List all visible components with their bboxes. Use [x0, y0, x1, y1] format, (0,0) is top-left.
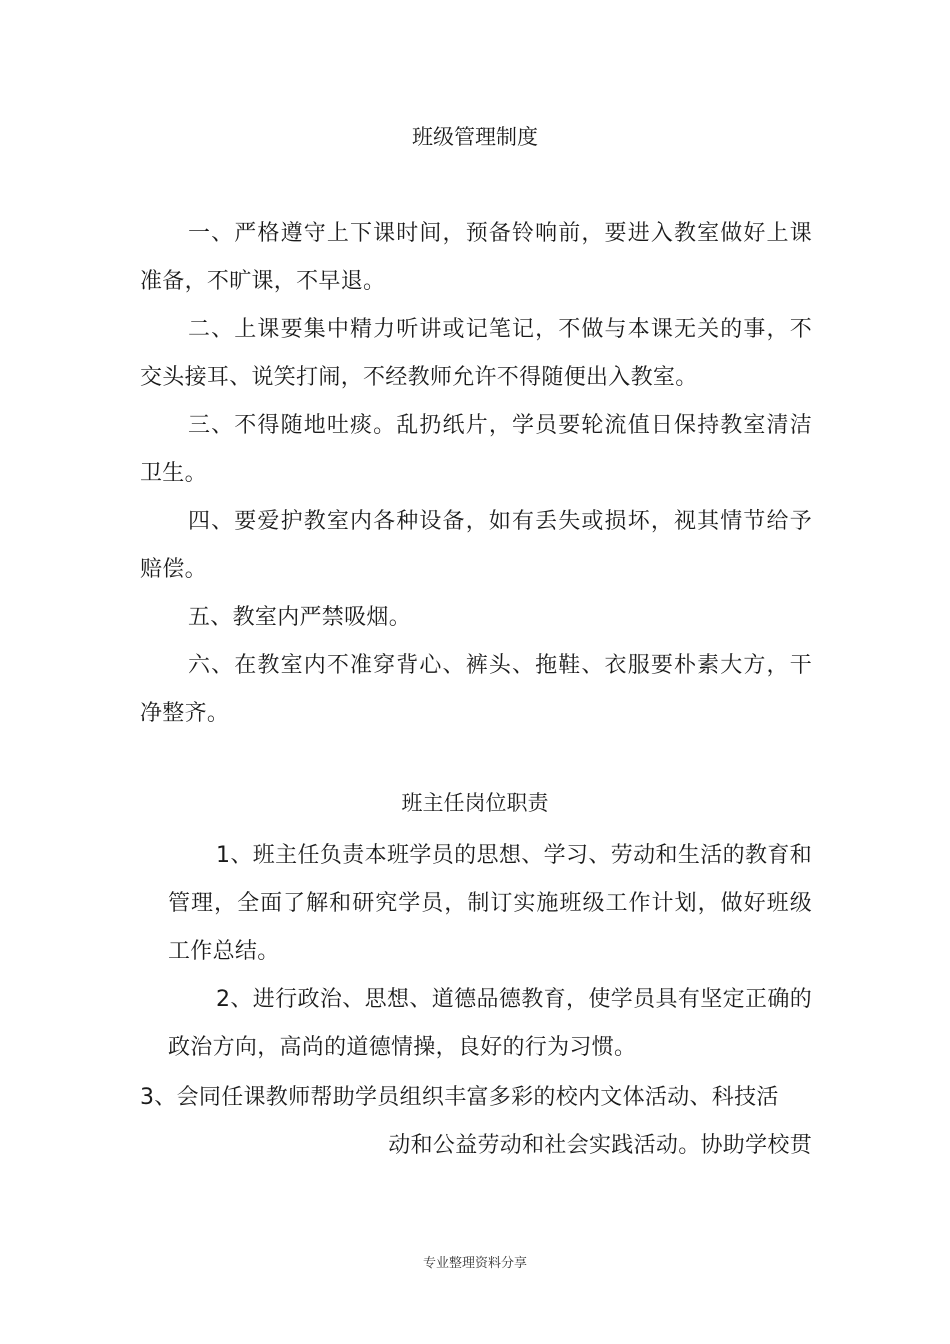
rule-item: 二、上课要集中精力听讲或记笔记，不做与本课无关的事，不交头接耳、说笑打闹，不经教师允许不得随便出入教室。 [140, 317, 812, 390]
duty-item-3 [140, 1074, 812, 1170]
rule-item: 四、要爱护教室内各种设备，如有丢失或损坏，视其情节给予赔偿。 [140, 509, 812, 582]
document-title-head-teacher-duties: 班主任岗位职责 [401, 791, 549, 815]
rule-item: 五、教室内严禁吸烟。 [188, 605, 412, 630]
duty-item: 1、班主任负责本班学员的思想、学习、劳动和生活的教育和管理，全面了解和研究学员，制订实施班级工作计划，做好班级工作总结。 [168, 843, 812, 964]
duty-item: 2、进行政治、思想、道德品德教育，使学员具有坚定正确的政治方向，高尚的道德情操，良好的行为习惯。 [168, 987, 812, 1060]
duty-item-3-line2: 动和公益劳动和社会实践活动。协助学校贯 [388, 1133, 812, 1158]
duty-item-3-line1: 3、会同任课教师帮助学员组织丰富多彩的校内文体活动、科技活 [140, 1085, 779, 1110]
rule-item: 六、在教室内不准穿背心、裤头、拖鞋、衣服要朴素大方，干净整齐。 [140, 653, 812, 726]
document-title-class-rules: 班级管理制度 [412, 125, 538, 149]
rule-item: 一、严格遵守上下课时间，预备铃响前，要进入教室做好上课准备，不旷课，不早退。 [140, 221, 812, 294]
rule-item: 三、不得随地吐痰。乱扔纸片，学员要轮流值日保持教室清洁卫生。 [140, 413, 812, 486]
page-footer: 专业整理资料分享 [422, 1256, 527, 1271]
